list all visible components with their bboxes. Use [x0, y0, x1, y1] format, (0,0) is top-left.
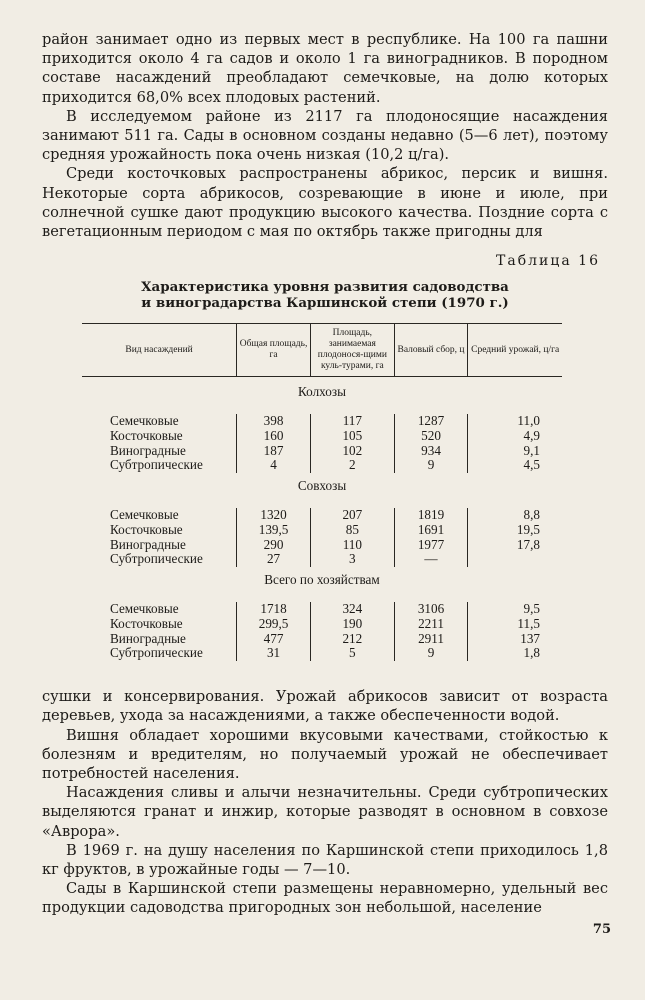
cell-harvest: 9 — [394, 458, 468, 473]
cell-yield: 4,5 — [468, 458, 562, 473]
table-row — [82, 523, 562, 538]
group-label: Всего по хозяйствам — [264, 572, 380, 588]
cell-harvest: 3106 — [394, 602, 468, 617]
paragraph-5: Вишня обладает хорошими вкусовыми качествами, стойкостью к болезням и вредителям, но получаемый урожай не обеспечивает потребностей населения. — [42, 726, 608, 782]
cell-harvest: 934 — [394, 444, 468, 459]
cell-area: 290 — [237, 538, 311, 553]
cell-kind: Семечковые — [110, 507, 179, 523]
text-after-table — [42, 687, 608, 917]
cell-yield: 137 — [468, 632, 562, 647]
table-group-row — [82, 473, 562, 508]
cell-yield: 8,8 — [468, 508, 562, 523]
cell-yield: 11,5 — [468, 617, 562, 632]
cell-yield: 1,8 — [468, 646, 562, 661]
cell-area: 160 — [237, 429, 311, 444]
table-row — [82, 602, 562, 617]
cell-fruit-area: 3 — [310, 552, 394, 567]
header-harvest: Валовый сбор, ц — [394, 324, 468, 377]
table-row — [82, 538, 562, 553]
cell-kind: Косточковые — [110, 521, 183, 537]
cell-kind: Виноградные — [110, 442, 186, 458]
cell-harvest: 9 — [394, 646, 468, 661]
cell-kind: Косточковые — [110, 615, 183, 631]
group-label: Колхозы — [298, 384, 346, 400]
cell-harvest: 1691 — [394, 523, 468, 538]
cell-yield: 19,5 — [468, 523, 562, 538]
cell-fruit-area: 5 — [310, 646, 394, 661]
paragraph-6: Насаждения сливы и алычи незначительны. Среди субтропических выделяются гранат и инжир, которые разводят в основном в совхозе «Аврора». — [42, 784, 608, 840]
header-fruit-area: Площадь, занимаемая плодонося-щими куль-турами, га — [310, 324, 394, 377]
cell-fruit-area: 324 — [310, 602, 394, 617]
table-title-line-2: и виноградарства Каршинской степи (1970 г.) — [141, 295, 509, 312]
cell-fruit-area: 85 — [310, 523, 394, 538]
table-title-line-1: Характеристика уровня развития садоводства — [141, 279, 509, 296]
cell-yield: 11,0 — [468, 414, 562, 429]
table-row — [82, 646, 562, 661]
cell-area: 398 — [237, 414, 311, 429]
table-number: Таблица 16 — [496, 253, 600, 270]
header-kind: Вид насаждений — [82, 324, 237, 377]
cell-area: 1718 — [237, 602, 311, 617]
table-row — [82, 414, 562, 429]
cell-fruit-area: 207 — [310, 508, 394, 523]
cell-yield: 9,5 — [468, 602, 562, 617]
paragraph-3: Среди косточковых распространены абрикос, персик и вишня. Некоторые сорта абрикосов, созревающие в июне и июле, при солнечной сушке дают продукцию высокого качества. Поздние сорта с вегетационным периодом с мая по октябрь также пригодны для — [42, 165, 608, 241]
cell-area: 27 — [237, 552, 311, 567]
cell-harvest: 2211 — [394, 617, 468, 632]
data-table — [82, 323, 562, 661]
cell-fruit-area: 102 — [310, 444, 394, 459]
table-row — [82, 429, 562, 444]
table-row — [82, 552, 562, 567]
cell-harvest: 1287 — [394, 414, 468, 429]
cell-harvest: 2911 — [394, 632, 468, 647]
cell-kind: Семечковые — [110, 413, 179, 429]
table-row — [82, 444, 562, 459]
table-header-row — [82, 324, 562, 377]
page-number: 75 — [592, 922, 611, 937]
table-group-row — [82, 567, 562, 602]
paragraph-4: сушки и консервирования. Урожай абрикосов зависит от возраста деревьев, ухода за насаждениями, а также обеспеченности водой. — [42, 688, 608, 725]
table-row — [82, 508, 562, 523]
cell-fruit-area: 117 — [310, 414, 394, 429]
cell-kind: Косточковые — [110, 427, 183, 443]
cell-area: 187 — [237, 444, 311, 459]
cell-yield — [468, 552, 562, 567]
cell-fruit-area: 105 — [310, 429, 394, 444]
header-yield: Средний урожай, ц/га — [468, 324, 562, 377]
table-row — [82, 458, 562, 473]
paragraph-2: В исследуемом районе из 2117 га плодоносящие насаждения занимают 511 га. Сады в основном созданы недавно (5—6 лет), поэтому средняя урожайность пока очень низкая (10,2 ц/га). — [42, 107, 608, 164]
header-area: Общая площадь, га — [237, 324, 311, 377]
cell-harvest: 1819 — [394, 508, 468, 523]
cell-kind: Субтропические — [110, 645, 203, 661]
cell-kind: Субтропические — [110, 551, 203, 567]
cell-kind: Виноградные — [110, 536, 186, 552]
cell-area: 299,5 — [237, 617, 311, 632]
cell-harvest: 1977 — [394, 538, 468, 553]
cell-area: 477 — [237, 632, 311, 647]
cell-area: 4 — [237, 458, 311, 473]
cell-fruit-area: 110 — [310, 538, 394, 553]
paragraph-1: район занимает одно из первых мест в республике. На 100 га пашни приходится около 4 га садов и около 1 га виноградников. В породном составе насаждений преобладают семечковые, на долю которых приходится 68,0% всех плодовых растений. — [42, 31, 608, 106]
table-row — [82, 617, 562, 632]
cell-fruit-area: 2 — [310, 458, 394, 473]
cell-yield: 4,9 — [468, 429, 562, 444]
cell-fruit-area: 190 — [310, 617, 394, 632]
cell-yield: 9,1 — [468, 444, 562, 459]
cell-area: 139,5 — [237, 523, 311, 538]
cell-area: 31 — [237, 646, 311, 661]
cell-kind: Виноградные — [110, 630, 186, 646]
cell-fruit-area: 212 — [310, 632, 394, 647]
paragraph-8: Сады в Каршинской степи размещены неравномерно, удельный вес продукции садоводства пригородных зон небольшой, население — [42, 880, 608, 917]
cell-kind: Семечковые — [110, 601, 179, 616]
group-label: Совхозы — [297, 478, 347, 494]
table-body — [82, 377, 562, 661]
cell-kind: Субтропические — [110, 457, 203, 473]
cell-harvest: 520 — [394, 429, 468, 444]
table-group-row — [82, 377, 562, 414]
paragraph-7: В 1969 г. на душу населения по Каршинской степи приходилось 1,8 кг фруктов, в урожайные годы — 7—10. — [42, 841, 608, 879]
page-body — [42, 30, 608, 918]
cell-harvest: — — [394, 552, 468, 567]
cell-yield: 17,8 — [468, 538, 562, 553]
table-row — [82, 632, 562, 647]
cell-area: 1320 — [237, 508, 311, 523]
table-title — [42, 279, 608, 311]
